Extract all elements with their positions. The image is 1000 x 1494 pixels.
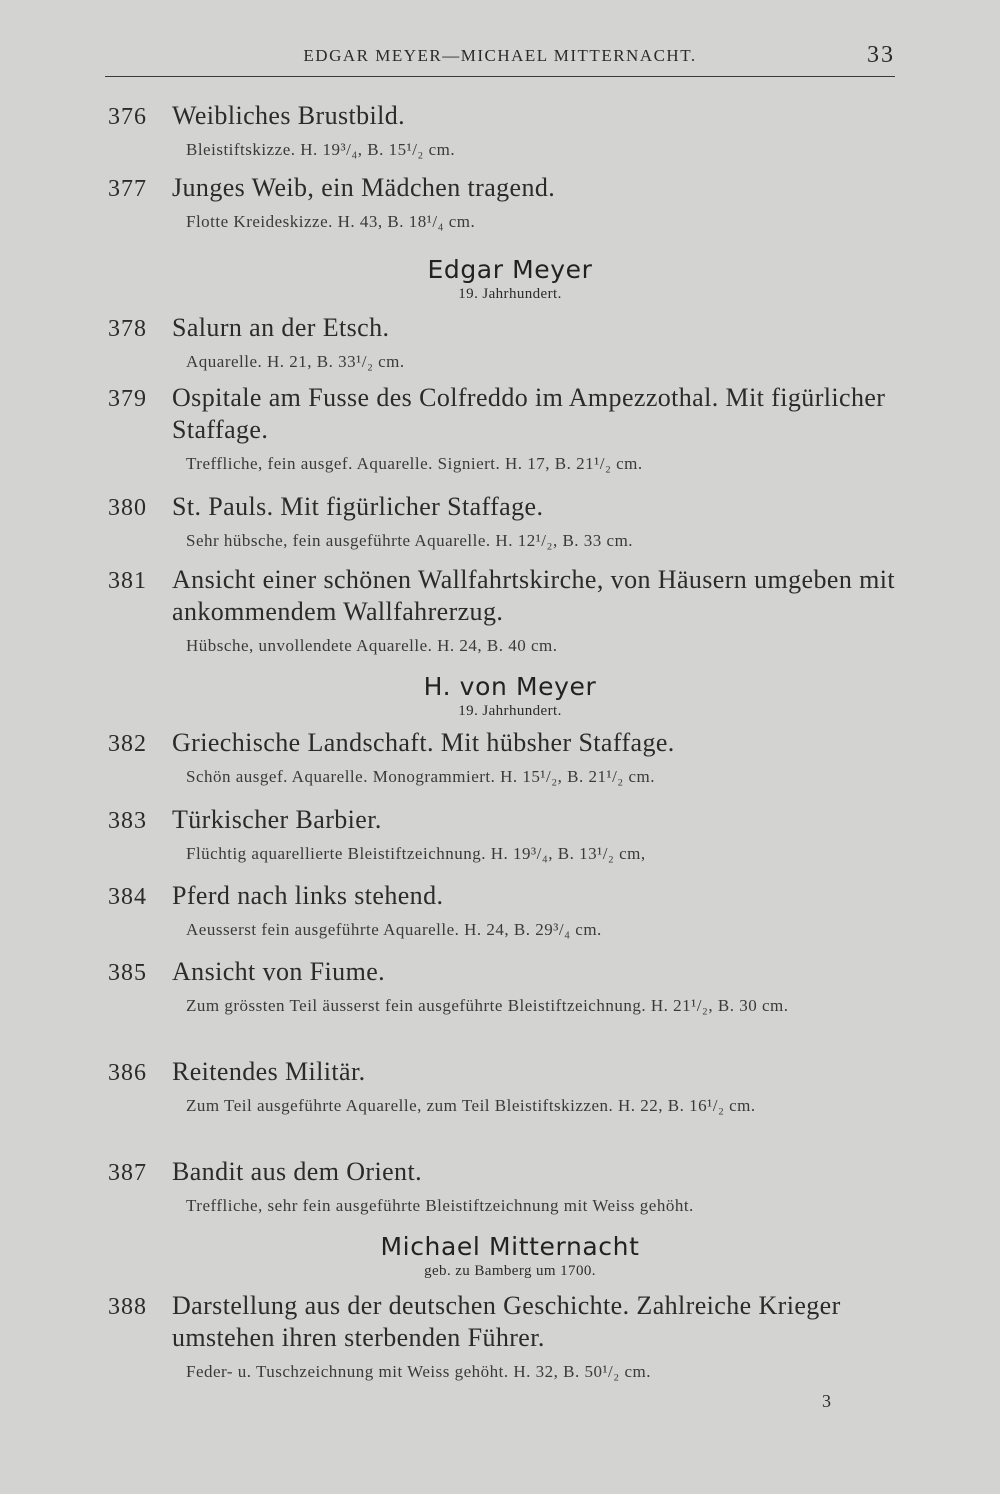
entry-description: Aquarelle. H. 21, B. 33¹/₂ cm. xyxy=(186,352,405,371)
entry-title: Pferd nach links stehend. xyxy=(172,881,444,910)
entry-number: 378 xyxy=(108,316,147,342)
entry-title: St. Pauls. Mit figürlicher Staffage. xyxy=(172,492,544,521)
entry-description: Feder- u. Tuschzeichnung mit Weiss gehöht. H. 32, B. 50¹/₂ cm. xyxy=(186,1362,651,1381)
entry-title: Reitendes Militär. xyxy=(172,1057,366,1086)
entry-number: 383 xyxy=(108,808,147,834)
entry-number: 379 xyxy=(108,386,147,412)
entry-number: 377 xyxy=(108,176,147,202)
entry-title: Junges Weib, ein Mädchen tragend. xyxy=(172,173,556,202)
catalog-entry-379 xyxy=(108,382,908,477)
header-rule xyxy=(105,76,895,77)
signature-mark: 3 xyxy=(822,1391,831,1411)
entry-title: Ospitale am Fusse des Colfreddo im Ampezzothal. Mit figürlicher Staffage. xyxy=(172,383,886,444)
entry-description: Aeusserst fein ausgeführte Aquarelle. H. 24, B. 29³/₄ cm. xyxy=(186,920,602,939)
entry-description: Schön ausgef. Aquarelle. Monogrammiert. H. 15¹/₂, B. 21¹/₂ cm. xyxy=(186,767,655,786)
entry-title: Darstellung aus der deutschen Geschichte. Zahlreiche Krieger umstehen ihren sterbenden Führer. xyxy=(172,1291,841,1352)
catalog-entry-387 xyxy=(108,1156,908,1219)
artist-dates: 19. Jahrhundert. xyxy=(458,703,562,719)
entry-number: 380 xyxy=(108,495,147,521)
catalog-entry-378 xyxy=(108,312,908,375)
catalog-entry-388 xyxy=(108,1290,908,1385)
artist-dates: geb. zu Bamberg um 1700. xyxy=(424,1263,596,1279)
entry-description: Zum grössten Teil äusserst fein ausgeführte Bleistiftzeichnung. H. 21¹/₂, B. 30 cm. xyxy=(186,996,789,1015)
entry-number: 381 xyxy=(108,568,147,594)
running-title: EDGAR MEYER—MICHAEL MITTERNACHT. xyxy=(303,46,697,65)
page-number: 33 xyxy=(867,42,895,68)
entry-description: Sehr hübsche, fein ausgeführte Aquarelle. H. 12¹/₂, B. 33 cm. xyxy=(186,531,634,550)
artist-name: Edgar Meyer xyxy=(427,255,593,284)
entry-number: 376 xyxy=(108,104,147,130)
catalog-entry-381 xyxy=(108,564,908,659)
entry-title: Salurn an der Etsch. xyxy=(172,313,390,342)
artist-heading-edgar-meyer xyxy=(300,255,720,303)
entry-number: 387 xyxy=(108,1160,147,1186)
entry-description: Bleistiftskizze. H. 19³/₄, B. 15¹/₂ cm. xyxy=(186,140,456,159)
artist-dates: 19. Jahrhundert. xyxy=(458,286,562,302)
entry-title: Ansicht von Fiume. xyxy=(172,957,386,986)
entry-title: Bandit aus dem Orient. xyxy=(172,1157,422,1186)
catalog-entry-385 xyxy=(108,956,908,1019)
entry-number: 384 xyxy=(108,884,147,910)
entry-title: Türkischer Barbier. xyxy=(172,805,382,834)
artist-name: H. von Meyer xyxy=(423,672,597,701)
catalog-entry-382 xyxy=(108,727,908,790)
catalog-entry-380 xyxy=(108,491,908,554)
catalog-entry-383 xyxy=(108,804,908,867)
entry-number: 386 xyxy=(108,1060,147,1086)
entry-description: Flotte Kreideskizze. H. 43, B. 18¹/₄ cm. xyxy=(186,212,476,231)
entry-description: Flüchtig aquarellierte Bleistiftzeichnung. H. 19³/₄, B. 13¹/₂ cm, xyxy=(186,844,646,863)
entry-title: Weibliches Brustbild. xyxy=(172,101,406,130)
entry-description: Hübsche, unvollendete Aquarelle. H. 24, B. 40 cm. xyxy=(186,636,558,655)
entry-description: Zum Teil ausgeführte Aquarelle, zum Teil Bleistiftskizzen. H. 22, B. 16¹/₂ cm. xyxy=(186,1096,756,1115)
entry-title: Ansicht einer schönen Wallfahrtskirche, von Häusern umgeben mit ankommendem Wallfahrerzug. xyxy=(172,565,895,626)
entry-number: 382 xyxy=(108,731,147,757)
catalog-entry-376 xyxy=(108,100,908,163)
catalog-entry-377 xyxy=(108,172,908,235)
entry-description: Treffliche, sehr fein ausgeführte Bleistiftzeichnung mit Weiss gehöht. xyxy=(186,1196,694,1215)
entry-description: Treffliche, fein ausgef. Aquarelle. Signiert. H. 17, B. 21¹/₂ cm. xyxy=(186,454,643,473)
catalog-entry-386 xyxy=(108,1056,908,1119)
running-head xyxy=(105,40,895,80)
artist-heading-michael-mitternacht xyxy=(300,1232,720,1280)
entry-number: 385 xyxy=(108,960,147,986)
artist-name: Michael Mitternacht xyxy=(380,1232,640,1261)
entry-number: 388 xyxy=(108,1294,147,1320)
artist-heading-h-von-meyer xyxy=(300,672,720,720)
catalog-entry-384 xyxy=(108,880,908,943)
entry-title: Griechische Landschaft. Mit hübsher Staffage. xyxy=(172,728,675,757)
